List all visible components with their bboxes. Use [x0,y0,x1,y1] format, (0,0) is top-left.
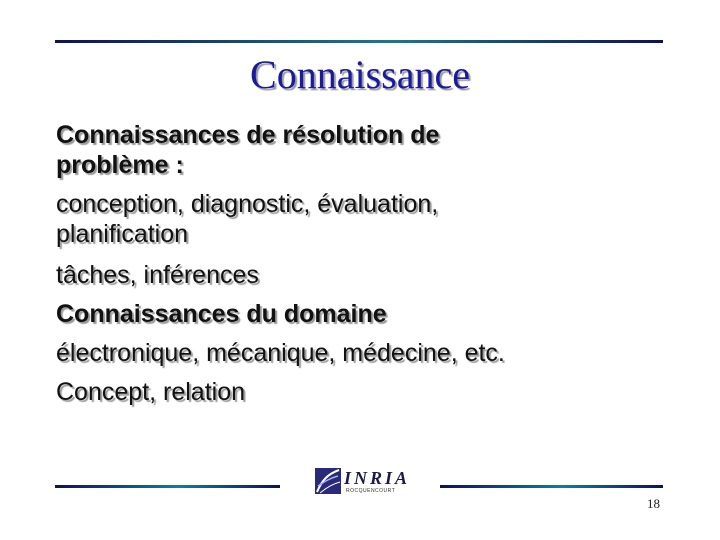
inria-emblem-icon [314,466,342,496]
body-line-domains: électronique, mécanique, médecine, etc. [56,339,505,367]
slide-body [56,120,676,416]
section-heading-problem-solving-cont: problème : [56,151,184,179]
logo-tagline: ROCQUENCOURT [346,488,396,494]
bottom-left-divider [55,485,280,488]
body-line-tasks: conception, diagnostic, évaluation, [56,190,439,218]
bottom-right-divider [440,485,663,488]
logo-wordmark: INRIA [344,468,411,488]
slide-title: Connaissance [250,52,470,97]
body-line-inferences: tâches, inférences [56,261,259,289]
body-line-concept: Concept, relation [56,378,246,406]
page-number: 18 [647,496,660,511]
section-heading-domain: Connaissances du domaine [56,300,387,328]
section-heading-problem-solving: Connaissances de résolution de [56,121,440,149]
top-divider [55,40,663,43]
body-line-tasks-cont: planification [56,220,189,248]
inria-logo [314,466,424,496]
